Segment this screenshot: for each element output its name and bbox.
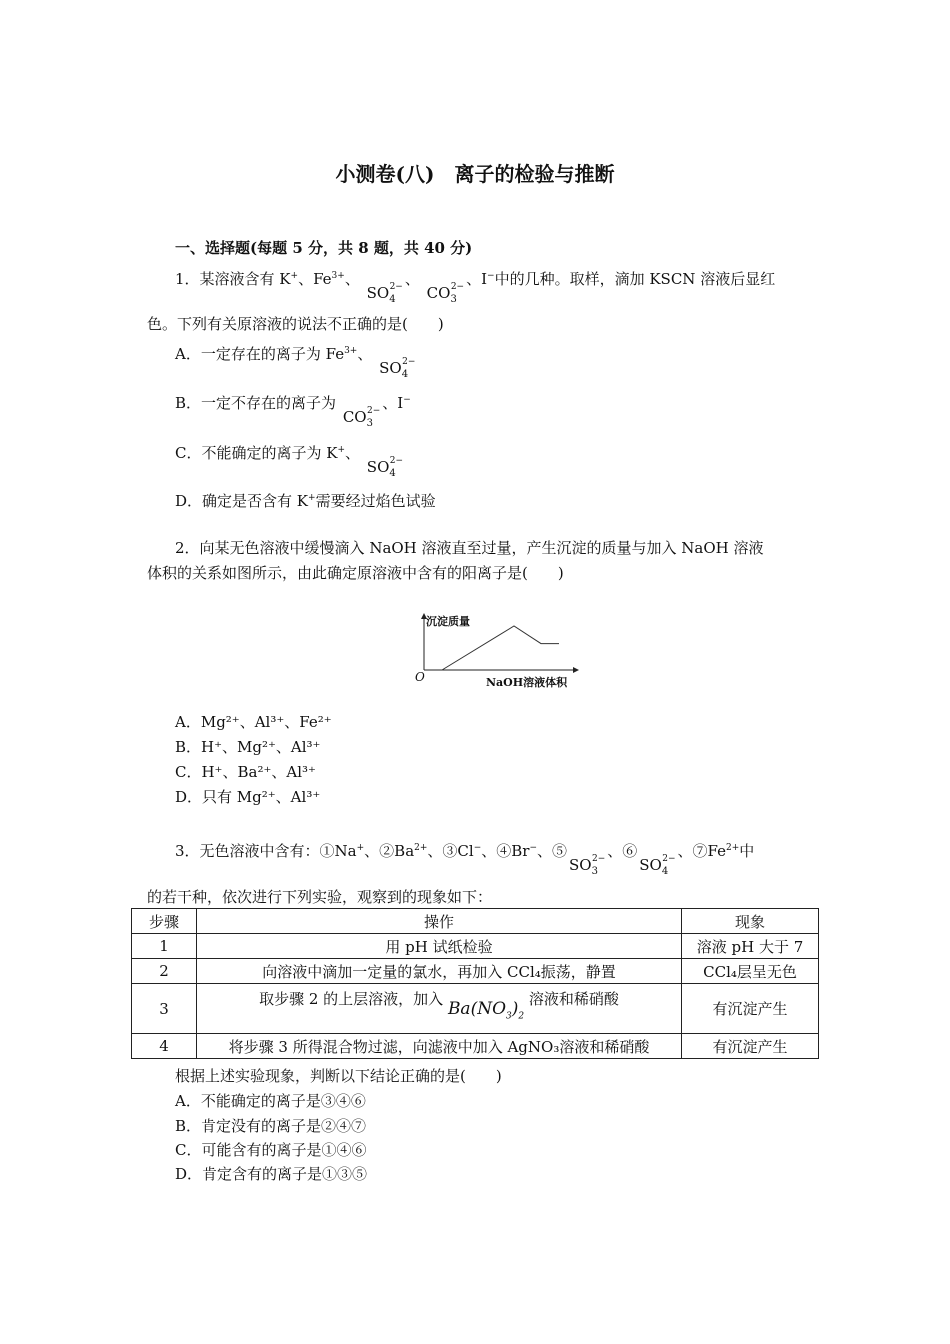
- charge: 3+: [331, 271, 345, 281]
- chart-y-label: 沉淀质量: [426, 615, 470, 628]
- table-row: [132, 934, 819, 959]
- sulfate-ion: $SO_4^{2-}$: [366, 282, 403, 305]
- q3-text: 、⑥: [607, 842, 638, 860]
- q2-option-c[interactable]: C．H⁺、Ba²⁺、Al³⁺: [175, 763, 316, 781]
- step-cell: 4: [132, 1034, 197, 1059]
- q2-option-a[interactable]: A．Mg²⁺、Al³⁺、Fe²⁺: [175, 713, 332, 731]
- option-text: D．确定是否含有 K: [175, 492, 309, 510]
- chart-series-line: [442, 626, 559, 670]
- result-cell: CCl₄层呈无色: [682, 959, 819, 984]
- result-cell: 溶液 pH 大于 7: [682, 934, 819, 959]
- option-text: C．不能确定的离子为 K: [175, 444, 338, 462]
- charge: −: [487, 271, 495, 281]
- charge: +: [290, 271, 299, 281]
- q1-option-c[interactable]: [175, 440, 405, 479]
- charge: 2+: [725, 843, 740, 853]
- table-header-row: [132, 909, 819, 934]
- step-cell: 1: [132, 934, 197, 959]
- charge: +: [308, 493, 316, 503]
- q1-text: 中的几种。取样，滴加 KSCN 溶液后显红: [494, 270, 776, 288]
- option-text: A．一定存在的离子为 Fe: [175, 345, 345, 363]
- q3-option-a[interactable]: A．不能确定的离子是③④⑥: [175, 1092, 366, 1110]
- charge: 2+: [414, 843, 428, 853]
- q3-text: 、⑦Fe: [677, 842, 726, 860]
- carbonate-ion: $CO_3^{2-}$: [426, 282, 465, 305]
- carbonate-ion: $CO_3^{2-}$: [342, 406, 381, 429]
- operation-cell: 用 pH 试纸检验: [197, 934, 682, 959]
- q3-text: 、④Br: [481, 842, 530, 860]
- charge: +: [337, 445, 345, 455]
- charge: −: [403, 395, 411, 405]
- q3-option-d[interactable]: D．肯定含有的离子是①③⑤: [175, 1165, 368, 1183]
- charge: 3+: [344, 346, 358, 356]
- result-cell: 有沉淀产生: [682, 984, 819, 1034]
- option-text: 、I: [382, 394, 404, 412]
- chart-x-label: NaOH溶液体积: [486, 676, 568, 689]
- q1-text: 、I: [466, 270, 488, 288]
- operation-text: 取步骤 2 的上层溶液，加入: [259, 990, 444, 1008]
- q3-text: 3．无色溶液中含有：①Na: [175, 842, 357, 860]
- operation-cell: [197, 984, 682, 1034]
- option-text: B．一定不存在的离子为: [175, 394, 337, 412]
- result-cell: 有沉淀产生: [682, 1034, 819, 1059]
- header-cell: 现象: [682, 909, 819, 934]
- operation-cell: 将步骤 3 所得混合物过滤，向滤液中加入 AgNO₃溶液和稀硝酸: [197, 1034, 682, 1059]
- q3-option-b[interactable]: B．肯定没有的离子是②④⑦: [175, 1117, 367, 1135]
- operation-text: 溶液和稀硝酸: [528, 990, 619, 1008]
- q1-text: 、Fe: [298, 270, 332, 288]
- table-row: [132, 1034, 819, 1059]
- step-cell: 3: [132, 984, 197, 1034]
- section-heading: [175, 238, 472, 258]
- q1-text: 1．某溶液含有 K: [175, 270, 291, 288]
- sulfate-ion: $SO_4^{2-}$: [639, 854, 676, 877]
- table-row: [132, 984, 819, 1034]
- option-text: 需要经过焰色试验: [315, 492, 436, 510]
- q1-option-a[interactable]: [175, 341, 417, 380]
- q3-text: 中: [739, 842, 755, 860]
- q1-option-b[interactable]: [175, 390, 411, 429]
- sulfite-ion: $SO_3^{2-}$: [569, 854, 606, 877]
- operation-cell: 向溶液中滴加一定量的氯水，再加入 CCl₄振荡，静置: [197, 959, 682, 984]
- section-heading-text: 一、选择题(每题 5 分，共 8 题，共 40 分): [175, 239, 473, 257]
- q2-option-b[interactable]: B．H⁺、Mg²⁺、Al³⁺: [175, 738, 321, 756]
- chart-origin-label: O: [415, 670, 425, 684]
- experiment-table: [131, 908, 819, 1059]
- q2-option-d[interactable]: D．只有 Mg²⁺、Al³⁺: [175, 788, 321, 806]
- charge: −: [473, 843, 482, 853]
- charge: +: [356, 843, 365, 853]
- q1-text: 、: [344, 270, 360, 288]
- q3-text: 、⑤: [537, 842, 568, 860]
- q3-text: 、②Ba: [364, 842, 415, 860]
- sulfate-ion: $SO_4^{2-}$: [379, 357, 416, 380]
- precipitate-chart: [408, 612, 588, 682]
- q1-option-d[interactable]: [175, 488, 436, 511]
- sulfate-ion: $SO_4^{2-}$: [366, 456, 404, 479]
- q3-stem-line2: 的若干种，依次进行下列实验，观察到的现象如下：: [147, 888, 493, 906]
- q1-text: 、: [404, 270, 420, 288]
- step-cell: 2: [132, 959, 197, 984]
- q1-stem-line2: 色。下列有关原溶液的说法不正确的是( ): [147, 315, 444, 333]
- barium-nitrate-formula: $Ba(NO_3)_2$: [447, 999, 525, 1022]
- header-cell: 操作: [197, 909, 682, 934]
- page-title: 小测卷(八) 离子的检验与推断: [335, 162, 615, 186]
- q3-text: 、③Cl: [427, 842, 474, 860]
- q3-stem-line1: [175, 838, 754, 877]
- option-text: 、: [345, 444, 361, 462]
- option-text: 、: [357, 345, 373, 363]
- q2-stem-line2: 体积的关系如图所示，由此确定原溶液中含有的阳离子是( ): [147, 564, 564, 582]
- table-row: [132, 959, 819, 984]
- q2-stem-line1: 2．向某无色溶液中缓慢滴入 NaOH 溶液直至过量，产生沉淀的质量与加入 NaOH 溶液: [175, 539, 764, 557]
- q3-question: 根据上述实验现象，判断以下结论正确的是( ): [175, 1067, 502, 1085]
- q3-option-c[interactable]: C．可能含有的离子是①④⑥: [175, 1141, 367, 1159]
- header-cell: 步骤: [132, 909, 197, 934]
- charge: −: [529, 843, 537, 853]
- q1-stem-line1: [175, 266, 775, 305]
